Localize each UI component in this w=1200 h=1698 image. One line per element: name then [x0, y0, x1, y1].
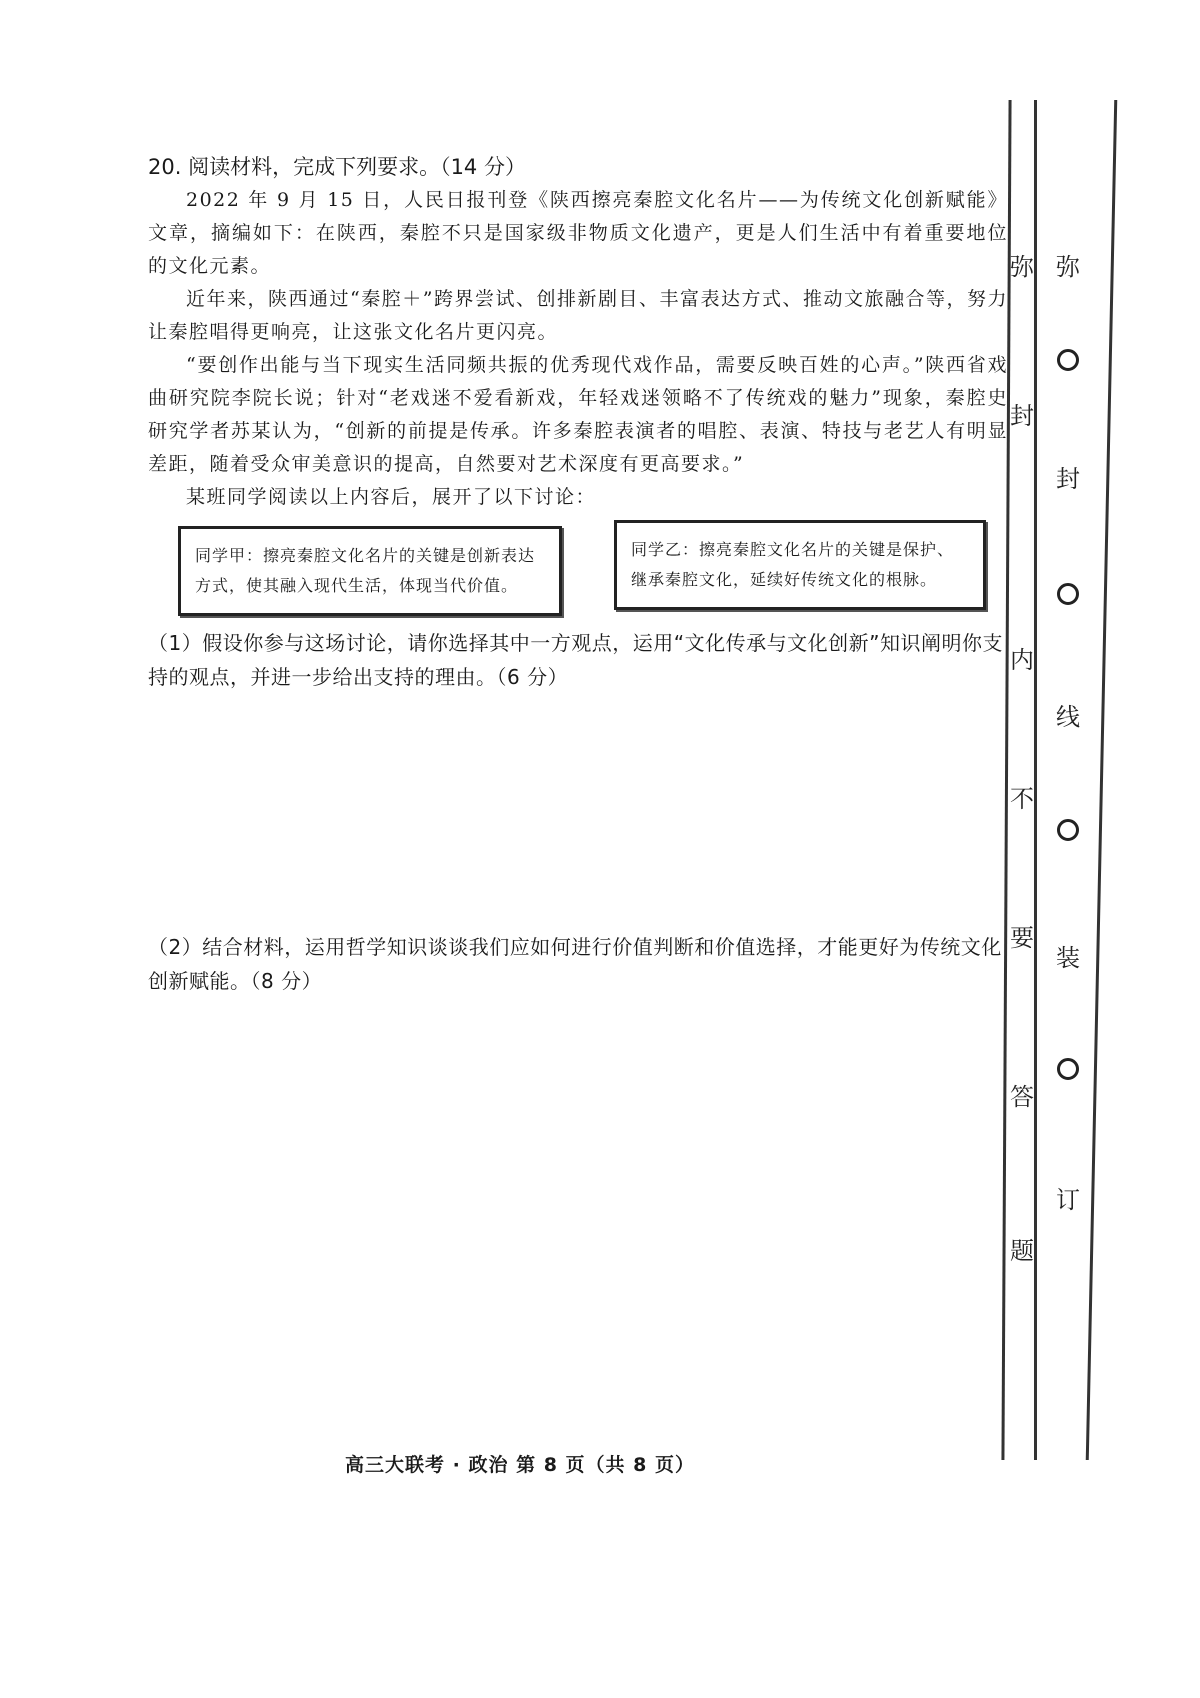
- strip-char: 题: [1010, 1237, 1034, 1265]
- strip-char: 封: [1010, 402, 1034, 430]
- question-20: [148, 150, 1008, 694]
- strip-column-outer: [1048, 255, 1088, 1212]
- circle-icon: [1057, 819, 1079, 841]
- circle-icon: [1057, 583, 1079, 605]
- strip-char: 不: [1010, 785, 1034, 813]
- strip-char: 订: [1056, 1186, 1080, 1214]
- student-b-box: 同学乙：擦亮秦腔文化名片的关键是保护、继承秦腔文化，延续好传统文化的根脉。: [614, 520, 986, 610]
- strip-char: 弥: [1056, 253, 1080, 281]
- material-paragraph-1: 2022 年 9 月 15 日，人民日报刊登《陕西擦亮秦腔文化名片——为传统文化创新赋能》文章，摘编如下：在陕西，秦腔不只是国家级非物质文化遗产，更是人们生活中有着重要地位的文化元素。: [148, 189, 1008, 277]
- material-paragraph-2: 近年来，陕西通过“秦腔＋”跨界尝试、创排新剧目、丰富表达方式、推动文旅融合等，努力让秦腔唱得更响亮，让这张文化名片更闪亮。: [148, 288, 1008, 343]
- student-a-box: 同学甲：擦亮秦腔文化名片的关键是创新表达方式，使其融入现代生活，体现当代价值。: [178, 526, 562, 616]
- strip-char: 内: [1010, 646, 1034, 674]
- strip-char: 答: [1010, 1083, 1034, 1111]
- material-paragraph-3: “要创作出能与当下现实生活同频共振的优秀现代戏作品，需要反映百姓的心声。”陕西省戏曲研究院李院长说；针对“老戏迷不爱看新戏，年轻戏迷领略不了传统戏的魅力”现象，秦腔史研究学者苏某认为，“创新的前提是传承。许多秦腔表演者的唱腔、表演、特技与老艺人有明显差距，随着受众审美意识的提高，自然要对艺术深度有更高要求。”: [148, 354, 1008, 475]
- binding-strip: [1000, 100, 1110, 1460]
- strip-char: 弥: [1010, 253, 1034, 281]
- strip-column-inner: [1008, 255, 1036, 1263]
- sub-question-2: （2）结合材料，运用哲学知识谈谈我们应如何进行价值判断和价值选择，才能更好为传统文化创新赋能。（8 分）: [148, 935, 1002, 993]
- material-paragraph-4: 某班同学阅读以上内容后，展开了以下讨论：: [186, 486, 597, 508]
- sub-question-1: （1）假设你参与这场讨论，请你选择其中一方观点，运用“文化传承与文化创新”知识阐明你支持的观点，并进一步给出支持的理由。（6 分）: [148, 631, 1003, 689]
- circle-icon: [1057, 1058, 1079, 1080]
- strip-char: 线: [1056, 703, 1080, 731]
- strip-char: 装: [1056, 944, 1080, 972]
- strip-char: 要: [1010, 924, 1034, 952]
- discussion-boxes: [148, 526, 1008, 622]
- circle-icon: [1057, 349, 1079, 371]
- question-title: 20. 阅读材料，完成下列要求。（14 分）: [148, 155, 526, 179]
- strip-line-right: [1086, 100, 1117, 1460]
- page-footer: 高三大联考 · 政治 第 8 页（共 8 页）: [345, 1454, 695, 1476]
- strip-char: 封: [1056, 465, 1080, 493]
